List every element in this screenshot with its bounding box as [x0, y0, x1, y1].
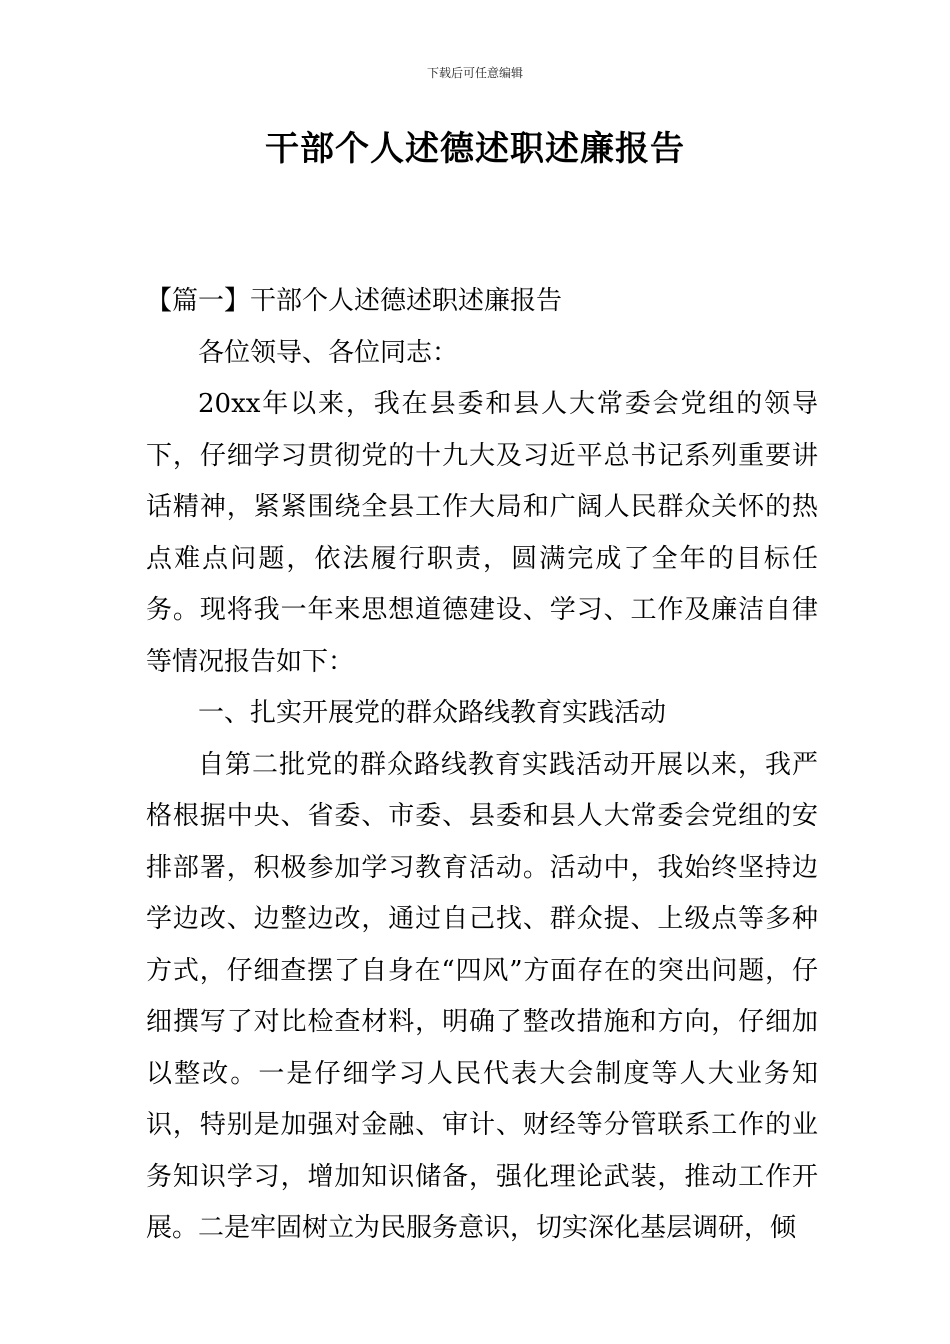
header-note: 下载后可任意编辑	[426, 66, 523, 80]
body-paragraph: 20xx年以来，我在县委和县人大常委会党组的领导下，仔细学习贯彻党的十九大及习近平总书记系列重要讲话精神，紧紧围绕全县工作大局和广阔人民群众关怀的热点难点问题，依法履行职责，圆满完成了全年的目标任务。现将我一年来思想道德建设、学习、工作及廉洁自律等情况报告如下：	[146, 389, 818, 677]
salutation: 各位领导、各位同志：	[198, 337, 459, 368]
document-body	[146, 276, 818, 1255]
section-heading: 【篇一】干部个人述德述职述廉报告	[146, 286, 563, 316]
body-paragraph: 自第二批党的群众路线教育实践活动开展以来，我严格根据中央、省委、市委、县委和县人大常委会党组的安排部署，积极参加学习教育活动。活动中，我始终坚持边学边改、边整边改，通过自己找、群众提、上级点等多种方式，仔细查摆了自身在“四风”方面存在的突出问题，仔细撰写了对比检查材料，明确了整改措施和方向，仔细加以整改。一是仔细学习人民代表大会制度等人大业务知识，特别是加强对金融、审计、财经等分管联系工作的业务知识学习，增加知识储备，强化理论武装，推动工作开展。二是牢固树立为民服务意识，切实深化基层调研，倾	[146, 749, 818, 1243]
subsection-heading: 一、扎实开展党的群众路线教育实践活动	[198, 698, 667, 728]
document-title: 干部个人述德述职述廉报告	[265, 129, 685, 169]
